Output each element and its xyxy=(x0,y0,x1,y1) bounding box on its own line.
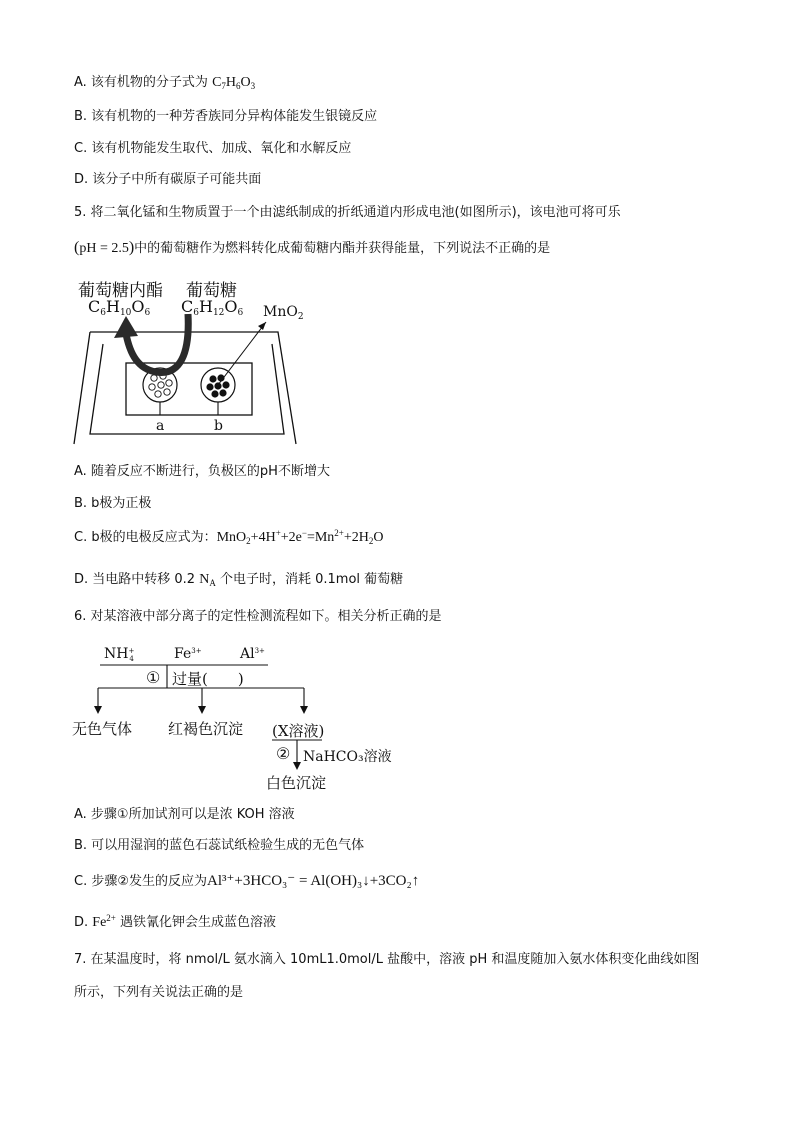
product-colorless-gas: 无色气体 xyxy=(72,720,133,738)
q5-option-d: D. 当电路中转移 0.2 $N_A$ 个电子时，消耗 0.1mol 葡萄糖 xyxy=(74,572,404,588)
q4-option-a xyxy=(74,73,255,93)
label-electrode-b: b xyxy=(214,418,223,434)
label-glucose: 葡萄糖 xyxy=(186,281,237,301)
ion-al3: $Al^{3+}$ xyxy=(240,646,265,662)
product-x-solution: (X溶液) xyxy=(272,722,325,740)
q5-option-b: B. b极为正极 xyxy=(74,496,152,511)
battery-figure xyxy=(68,272,328,452)
label-mno2: MnO$_2$ xyxy=(263,304,304,322)
q4-option-d: D. 该分子中所有碳原子可能共面 xyxy=(74,172,262,187)
q5-stem-line1: 5. 将二氧化锰和生物质置于一个由滤纸制成的折纸通道内形成电池(如图所示)，该电池可将可乐 xyxy=(74,205,621,220)
q4-option-a-text: A. 该有机物的分子式为 xyxy=(74,75,208,90)
label-glucose-lactone: 葡萄糖内酯 xyxy=(78,281,163,301)
q6-option-d: D. $Fe^{2+}$ 遇铁氰化钾会生成蓝色溶液 xyxy=(74,913,276,930)
step2-reagent: NaHCO₃溶液 xyxy=(303,749,392,765)
q4-option-b: B. 该有机物的一种芳香族同分异构体能发生银镜反应 xyxy=(74,109,378,124)
q7-stem-line1: 7. 在某温度时，将 nmol/L 氨水滴入 10mL1.0mol/L 盐酸中，溶液 pH 和温度随加入氨水体积变化曲线如图 xyxy=(74,952,700,967)
ion-fe3: $Fe^{3+}$ xyxy=(174,646,202,662)
q5-option-c: C. b极的电极反应式为：$MnO_2+4H^++2e^-=Mn^{2+}+2H_2O$ xyxy=(74,528,384,546)
q6-option-b: B. 可以用湿润的蓝色石蕊试纸检验生成的无色气体 xyxy=(74,838,365,853)
q6-option-c: C. 步骤②发生的反应为Al³⁺+3HCO₃⁻ = Al(OH)₃↓+3CO₂↑ xyxy=(74,873,420,889)
label-electrode-a: a xyxy=(156,418,165,434)
ion-flowchart xyxy=(66,640,406,800)
formula-glucose: $C_6H_{12}O_6$ xyxy=(181,297,244,318)
product-white-precipitate: 白色沉淀 xyxy=(266,774,327,792)
formula-lactone: $C_6H_{10}O_6$ xyxy=(88,297,151,318)
step1-reagent: 过量( ) xyxy=(172,670,244,688)
ion-nh4: $NH^+_4$ xyxy=(104,646,135,663)
q4-option-a-formula: $C_7H_6O_3$ xyxy=(212,75,256,91)
q5-stem-line2: (pH = 2.5)中的葡萄糖作为燃料转化成葡萄糖内酯并获得能量，下列说法不正确的是 xyxy=(74,239,551,256)
step2-number: ② xyxy=(276,744,291,763)
q5-option-a: A. 随着反应不断进行，负极区的pH不断增大 xyxy=(74,464,330,479)
q6-option-c-equation: Al³⁺+3HCO₃⁻ = Al(OH)₃↓+3CO₂↑ xyxy=(207,873,420,889)
q6-stem: 6. 对某溶液中部分离子的定性检测流程如下。相关分析正确的是 xyxy=(74,609,442,624)
step1-number: ① xyxy=(146,668,161,687)
q6-option-a: A. 步骤①所加试剂可以是浓 KOH 溶液 xyxy=(74,807,295,822)
q5-option-c-equation: $MnO_2+4H^++2e^-=Mn^{2+}+2H_2O$ xyxy=(216,528,384,546)
q4-option-c: C. 该有机物能发生取代、加成、氧化和水解反应 xyxy=(74,141,352,156)
product-red-brown-precipitate: 红褐色沉淀 xyxy=(168,720,244,738)
q7-stem-line2: 所示，下列有关说法正确的是 xyxy=(74,985,244,1000)
